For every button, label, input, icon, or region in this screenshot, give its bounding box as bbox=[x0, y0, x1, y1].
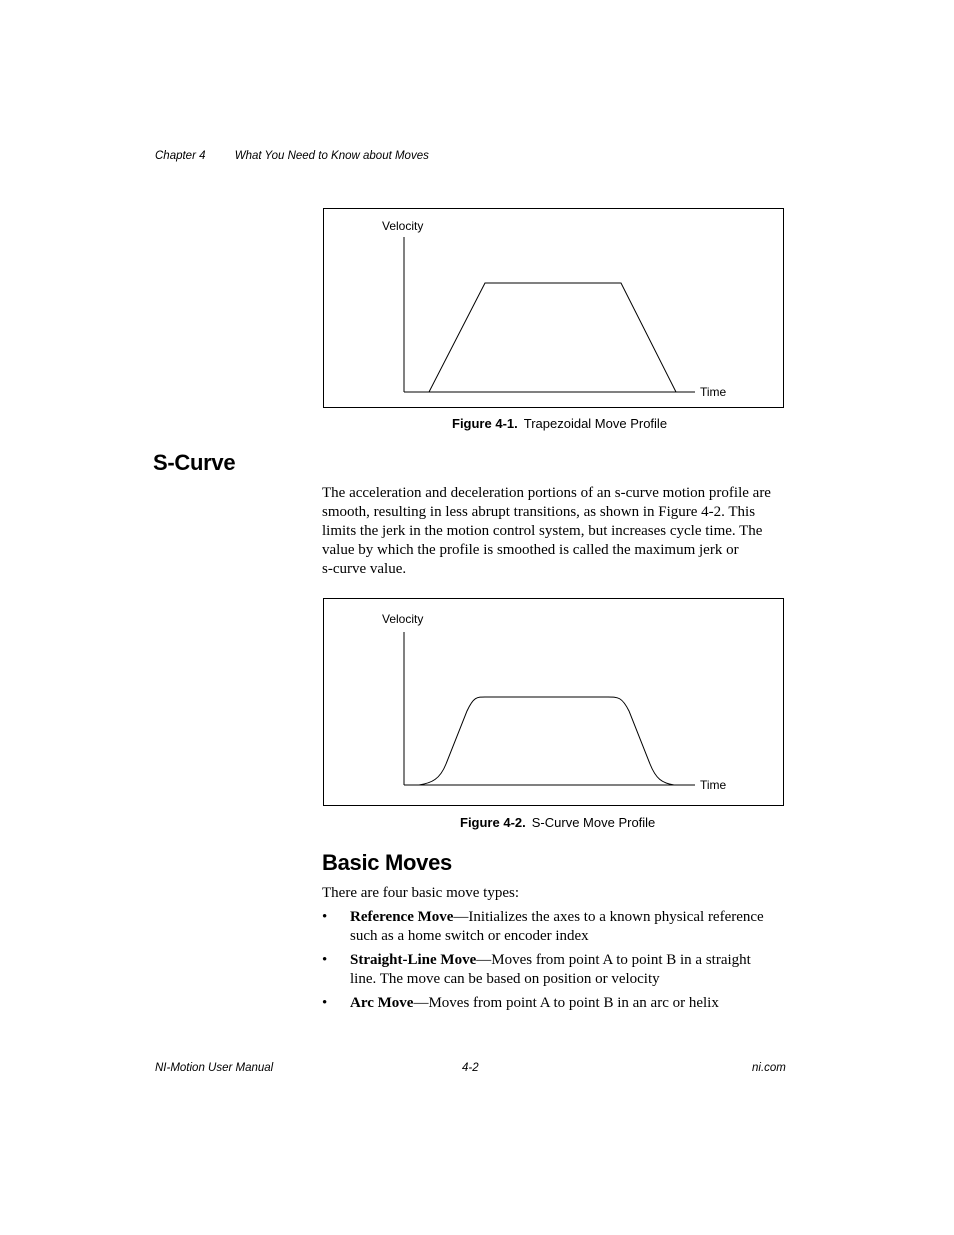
figure-2-title: S-Curve Move Profile bbox=[531, 815, 656, 830]
scurve-heading: S-Curve bbox=[153, 450, 236, 475]
move-term: Straight-Line Move bbox=[350, 952, 477, 968]
basic-moves-heading: Basic Moves bbox=[322, 850, 452, 875]
figure-scurve-profile bbox=[323, 598, 784, 806]
paragraph-line: value by which the profile is smoothed is called the maximum jerk or bbox=[322, 542, 739, 558]
scurve-paragraph bbox=[322, 484, 792, 579]
move-description: such as a home switch or encoder index bbox=[350, 928, 589, 944]
move-description: —Moves from point A to point B in an arc or helix bbox=[413, 995, 719, 1011]
footer-website: ni.com bbox=[752, 1062, 786, 1074]
figure-1-number: Figure 4-1. bbox=[452, 416, 518, 431]
scurve-profile-line bbox=[419, 697, 674, 785]
figure-1-title: Trapezoidal Move Profile bbox=[523, 416, 668, 431]
list-item bbox=[322, 994, 792, 1013]
paragraph-line: s-curve value. bbox=[322, 561, 407, 577]
trapezoid-diagram bbox=[324, 209, 785, 409]
paragraph-line: limits the jerk in the motion control system, but increases cycle time. The bbox=[322, 523, 763, 539]
move-types-list bbox=[322, 908, 792, 1018]
chapter-label: Chapter 4 bbox=[155, 150, 206, 162]
move-term: Arc Move bbox=[350, 995, 414, 1011]
running-header bbox=[155, 150, 429, 162]
paragraph-line: smooth, resulting in less abrupt transitions, as shown in Figure 4-2. This bbox=[322, 504, 756, 520]
basic-moves-intro: There are four basic move types: bbox=[322, 885, 519, 901]
scurve-diagram bbox=[324, 599, 785, 807]
move-description: —Initializes the axes to a known physical reference bbox=[453, 909, 764, 925]
bullet-icon: • bbox=[322, 995, 328, 1011]
time-axis-label: Time bbox=[700, 778, 727, 792]
list-item bbox=[322, 908, 792, 946]
velocity-axis-label: Velocity bbox=[382, 612, 424, 626]
trapezoid-profile-line bbox=[429, 283, 676, 392]
chapter-title: What You Need to Know about Moves bbox=[234, 150, 429, 162]
time-axis-label: Time bbox=[700, 385, 727, 399]
page-number: 4-2 bbox=[462, 1062, 479, 1074]
figure-2-caption bbox=[460, 815, 655, 830]
figure-2-number: Figure 4-2. bbox=[460, 815, 526, 830]
velocity-axis-label: Velocity bbox=[382, 219, 424, 233]
bullet-icon: • bbox=[322, 909, 328, 925]
figure-trapezoidal-profile bbox=[323, 208, 784, 408]
move-description: line. The move can be based on position or velocity bbox=[350, 971, 660, 987]
list-item bbox=[322, 951, 792, 989]
bullet-icon: • bbox=[322, 952, 328, 968]
figure-1-caption bbox=[452, 416, 667, 431]
footer-manual-title: NI-Motion User Manual bbox=[155, 1062, 274, 1074]
move-term: Reference Move bbox=[350, 909, 454, 925]
move-description: —Moves from point A to point B in a straight bbox=[476, 952, 751, 968]
paragraph-line: The acceleration and deceleration portions of an s-curve motion profile are bbox=[322, 485, 771, 501]
